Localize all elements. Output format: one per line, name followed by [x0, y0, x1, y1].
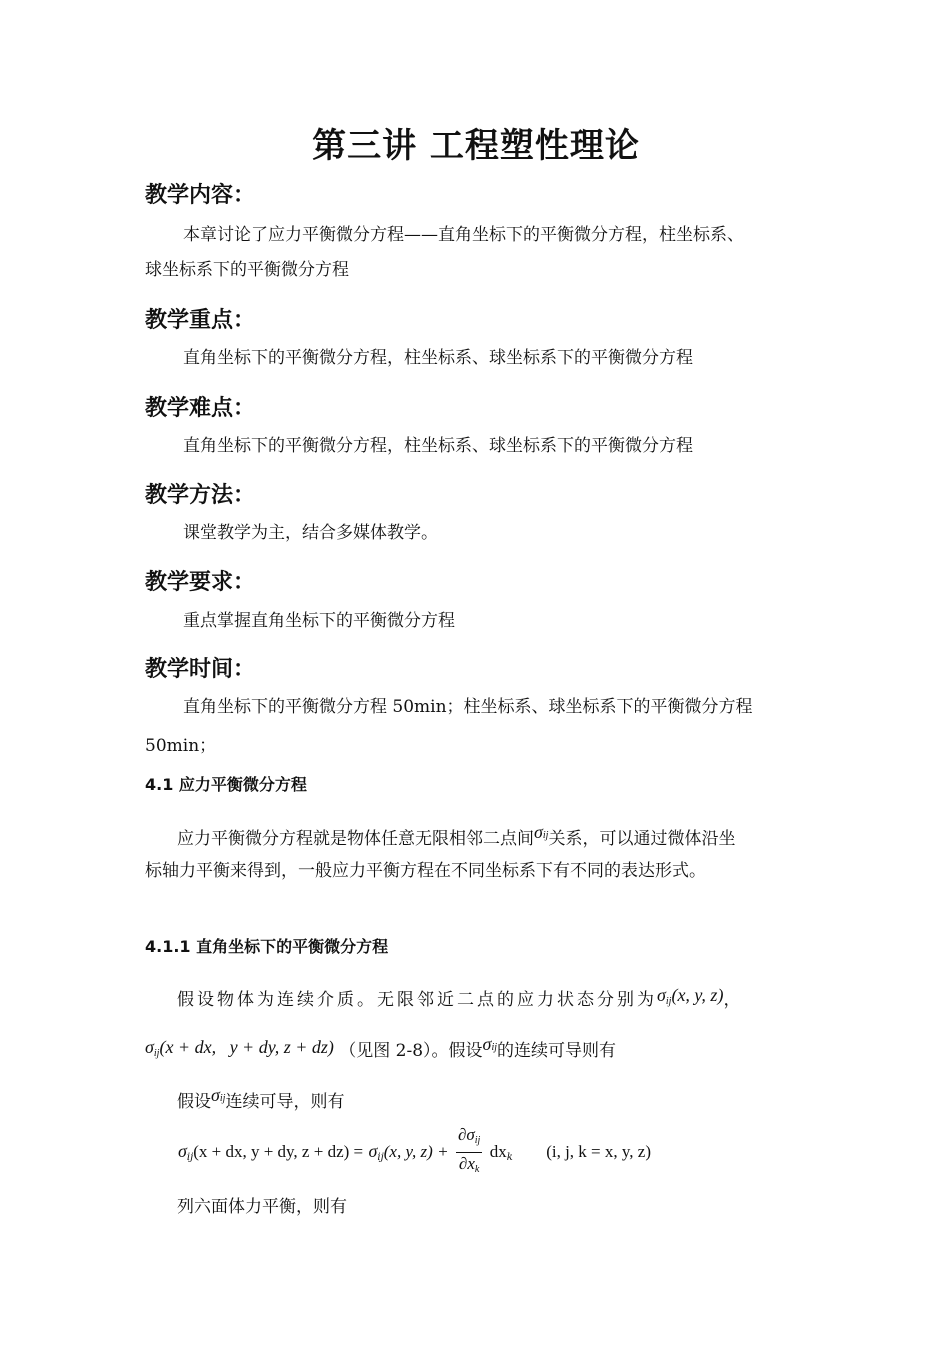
section-4-1-1-paragraph-line1: 假设物体为连续介质。无限邻近二点的应力状态分别为$\sigma_{ij}(x$, y, z)，	[177, 985, 741, 1010]
section-heading-time: 教学时间：	[145, 657, 256, 682]
section-heading-content: 教学内容：	[145, 183, 256, 208]
section-heading-methods: 教学方法：	[145, 483, 256, 508]
sigma-ij-symbol: σij	[534, 822, 549, 842]
sigma-ij-symbol: σij	[211, 1085, 226, 1105]
sigma-ij-symbol: σij	[482, 1034, 497, 1054]
methods-text: 课堂教学为主，结合多媒体教学。	[183, 523, 438, 543]
key-points-text: 直角坐标下的平衡微分方程，柱坐标系、球坐标系下的平衡微分方程	[183, 348, 693, 368]
page-title: 第三讲 工程塑性理论	[312, 126, 640, 166]
stress-state-1: $\sigma_{ij}(x$, y, z)	[657, 985, 724, 1007]
section-4-1-heading: 4.1 应力平衡微分方程	[145, 775, 307, 794]
taylor-expansion-equation: $\sigma_{ij}(x$ + dx, y + dy, $z + dz) = \sigma_{ij}(x$, y, z) + $\frac{\partial\sigma_{ij}}{\partial x_k}$ $dx_k$ (i, j, k = x, y, z)	[178, 1124, 651, 1181]
time-text-line1: 直角坐标下的平衡微分方程 50min；柱坐标系、球坐标系下的平衡微分方程	[183, 697, 753, 717]
section-4-1-paragraph-line2: 标轴力平衡来得到，一般应力平衡方程在不同坐标系下有不同的表达形式。	[145, 861, 706, 881]
difficulties-text: 直角坐标下的平衡微分方程，柱坐标系、球坐标系下的平衡微分方程	[183, 436, 693, 456]
partial-derivative-fraction: $\frac{\partial\sigma_{ij}}{\partial x_k}$	[457, 1125, 481, 1175]
content-text-line2: 球坐标系下的平衡微分方程	[145, 260, 349, 280]
section-4-1-1-paragraph-line3: 假设$^{\sigma ij}$连续可导，则有	[177, 1085, 345, 1112]
content-text-line1: 本章讨论了应力平衡微分方程——直角坐标下的平衡微分方程，柱坐标系、	[183, 225, 744, 245]
section-4-1-1-heading: 4.1.1 直角坐标下的平衡微分方程	[145, 937, 389, 956]
section-heading-difficulties: 教学难点：	[145, 396, 256, 421]
requirements-text: 重点掌握直角坐标下的平衡微分方程	[183, 611, 455, 631]
section-4-1-1-paragraph-line2: $\sigma_{ij}(x$ + dx, y + dy, z + dz) （见图 2-8）。假设$^{\sigma ij}$的连续可导则有	[145, 1034, 616, 1061]
section-4-1-1-paragraph-line4: 列六面体力平衡，则有	[177, 1197, 347, 1217]
section-4-1-paragraph-line1: 应力平衡微分方程就是物体任意无限相邻二点间$^{\sigma ij}$关系，可以通过微体沿坐	[177, 822, 736, 849]
section-heading-key-points: 教学重点：	[145, 308, 256, 333]
time-text-line2: 50min；	[145, 736, 217, 756]
section-heading-requirements: 教学要求：	[145, 570, 256, 595]
stress-state-2: $\sigma_{ij}(x$ + dx, y + dy, z + dz)	[145, 1037, 334, 1059]
index-condition: (i, j, k = x, y, z)	[546, 1142, 651, 1161]
